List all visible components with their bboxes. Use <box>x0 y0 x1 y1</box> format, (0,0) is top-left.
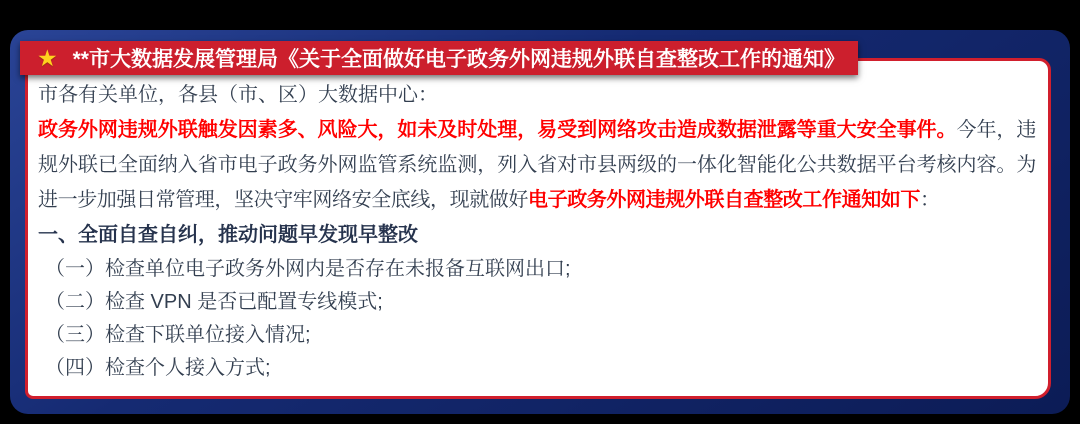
notice-card <box>10 30 1070 414</box>
checklist <box>38 253 1036 385</box>
paragraph-segment: 今年，违规外联已全面纳入省市电子政务外网监管系统监测，列入省对市县两级的一体化智能化公共数据平台考核内容。为进一步加强日常管理，坚决守牢网络安全底线，现就做好 <box>38 119 1036 211</box>
paragraph-segment: 政务外网违规外联触发因素多、风险大，如未及时处理，易受到网络攻击造成数据泄露等重大安全事件。 <box>38 119 957 141</box>
checklist-item: （一）检查单位电子政务外网内是否存在未报备互联网出口; <box>45 258 571 280</box>
checklist-item: （三）检查下联单位接入情况; <box>45 324 311 346</box>
content-box <box>25 58 1051 399</box>
notice-banner <box>20 41 858 75</box>
paragraph-segment: 电子政务外网违规外联自查整改工作通知如下 <box>528 189 920 211</box>
section-heading: 一、全面自查自纠，推动问题早发现早整改 <box>38 224 418 246</box>
notice-paragraph <box>38 113 1036 218</box>
salutation: 市各有关单位，各县（市、区）大数据中心： <box>38 84 438 106</box>
checklist-item: （四）检查个人接入方式; <box>45 357 271 379</box>
paragraph-segment: ： <box>920 189 940 211</box>
banner-title: **市大数据发展管理局《关于全面做好电子政务外网违规外联自查整改工作的通知》 <box>72 48 845 71</box>
star-icon: ★ <box>37 44 58 71</box>
checklist-item: （二）检查 VPN 是否已配置专线模式; <box>45 291 383 313</box>
